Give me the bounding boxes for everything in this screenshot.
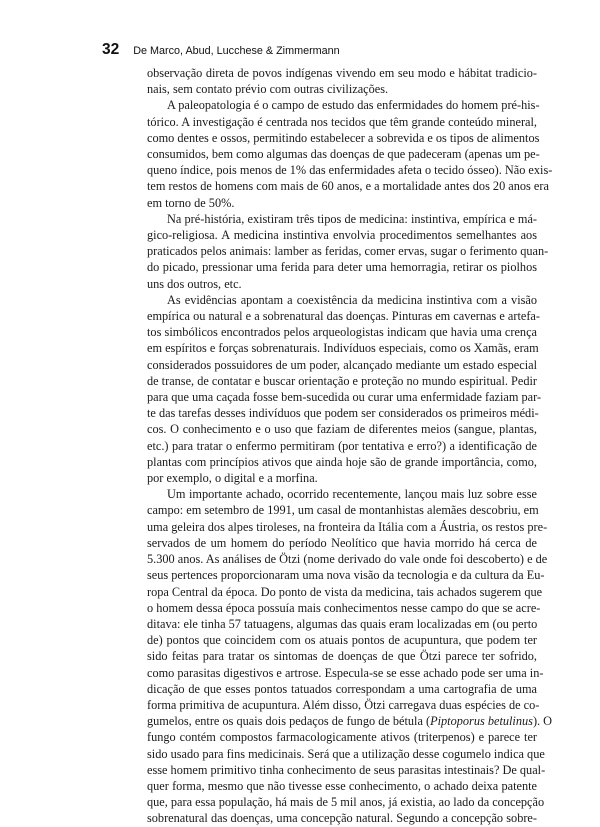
text-line: de) pontos que coincidem com os atuais pontos de acupuntura, que podem ter (147, 633, 537, 648)
text-line: uma geleira dos alpes tiroleses, na fronteira da Itália com a Áustria, os restos pre- (147, 519, 548, 534)
paragraph (147, 65, 537, 97)
text-line: consumidos, bem como algumas das doenças de que padeceram (apenas um pe- (147, 147, 540, 162)
text-line: esse homem primitivo tinha conhecimento de seus parasitas intestinais? De qual- (147, 762, 546, 777)
text-line: em espíritos e forças sobrenaturais. Indivíduos especiais, como os Xamãs, eram (147, 341, 539, 356)
text-line: forma primitiva de acupuntura. Além disso, Ötzi carregava duas espécies de co- (147, 697, 540, 712)
text-line: sido usado para fins medicinais. Será que a utilização desse cogumelo indica que (147, 746, 545, 761)
text-line: do picado, pressionar uma ferida para deter uma hemorragia, retirar os piolhos (147, 260, 537, 275)
text-line: para que uma caçada fosse bem-sucedida ou curar uma enfermidade faziam par- (147, 390, 542, 405)
text-line: sido feitas para tratar os sintomas de doenças de que Ötzi parece ter sofrido, (147, 649, 537, 664)
text-line: tórico. A investigação é centrada nos tecidos que têm grande conteúdo mineral, (147, 114, 537, 129)
text-line: gico-religiosa. A medicina instintiva envolvia procedimentos semelhantes aos (147, 228, 537, 243)
text-line: As evidências apontam a coexistência da medicina instintiva com a visão (167, 292, 537, 307)
text-line: como parasitas digestivos e artrose. Especula-se se esse achado pode ser uma in- (147, 665, 544, 680)
text-line: Um importante achado, ocorrido recentemente, lançou mais luz sobre esse (167, 487, 537, 502)
text-line: por exemplo, o digital e a morfina. (147, 471, 318, 486)
paragraph (147, 292, 542, 486)
text-line: etc.) para tratar o enfermo permitiram (por tentativa e erro?) a identificação de (147, 438, 537, 453)
line-text-suffix: ). O (532, 714, 553, 729)
text-line: A paleopatologia é o campo de estudo das enfermidades do homem pré-his- (167, 98, 540, 113)
text-line: campo: em setembro de 1991, um casal de montanhistas alemães descobriu, em (147, 503, 539, 518)
text-line: Na pré-história, existiram três tipos de medicina: instintiva, empírica e má- (167, 211, 537, 226)
text-line: plantas com princípios ativos que ainda hoje são de grande importância, como, (147, 454, 537, 469)
text-line: dicação de que esses pontos tatuados correspondam a uma cartografia de uma (147, 681, 537, 696)
text-line: de transe, de contatar e buscar orientação e proteção no mundo espiritual. Pedir (147, 373, 537, 388)
text-line: uns dos outros, etc. (147, 276, 242, 291)
text-line: em torno de 50%. (147, 195, 235, 210)
line-text: gumelos, entre os quais dois pedaços de fungo de bétula ( (147, 714, 431, 729)
text-line: tem restos de homens com mais de 60 anos, e a mortalidade antes dos 20 anos era (147, 179, 549, 194)
text-line: empírica ou natural e a sobrenatural das doenças. Pinturas em cavernas e artefa- (147, 309, 540, 324)
body-text (147, 65, 553, 827)
text-line: o homem dessa época possuía mais conhecimentos nesse campo do que se acre- (147, 600, 541, 615)
paragraph (147, 97, 553, 210)
italic-species-name: Piptoporus betulinus (430, 714, 533, 729)
text-line-with-italic (147, 713, 553, 729)
text-line: que, para essa população, há mais de 5 mil anos, já existia, ao lado da concepção (147, 795, 545, 810)
text-line: ditava: ele tinha 57 tatuagens, algumas das quais eram localizadas em (ou perto (147, 616, 538, 631)
text-line: praticados pelos animais: lamber as feridas, comer ervas, sugar o ferimento quan- (147, 244, 549, 259)
text-line: considerados possuidores de um poder, alcançado mediante um estado especial (147, 357, 537, 372)
text-line: cos. O conhecimento e o uso que faziam de diferentes meios (sangue, plantas, (147, 422, 537, 437)
text-line: tos simbólicos encontrados pelos arqueologistas indicam que havia uma crença (147, 325, 537, 340)
text-line: te das tarefas desses indivíduos que podem ser considerados os primeiros médi- (147, 406, 539, 421)
text-line: nais, sem contato prévio com outras civilizações. (147, 82, 389, 97)
paragraph (147, 211, 549, 292)
page-number: 32 (102, 41, 120, 58)
text-line: servados de um homem do período Neolítico que havia morrido há cerca de (147, 535, 537, 550)
running-header (102, 41, 340, 59)
text-line: ropa Central da época. Do ponto de vista da medicina, tais achados sugerem que (147, 584, 543, 599)
text-line: fungo contém compostos farmacologicamente ativos (triterpenos) e parece ter (147, 730, 537, 745)
text-line: seus pertences proporcionaram uma nova visão da tecnologia e da cultura da Eu- (147, 568, 545, 583)
paragraph (147, 486, 553, 826)
text-line: observação direta de povos indígenas vivendo em seu modo e hábitat tradicio- (147, 66, 537, 80)
text-line: como dentes e ossos, permitindo estabelecer a sobrevida e os tipos de alimentos (147, 130, 540, 145)
text-line: sobrenatural das doenças, uma concepção natural. Segundo a concepção sobre- (147, 811, 537, 826)
text-line: queno índice, pois menos de 1% das enfermidades afeta o tecido ósseo). Não exis- (147, 163, 553, 178)
running-head-authors: De Marco, Abud, Lucchese & Zimmermann (133, 45, 340, 57)
text-line: quer forma, mesmo que não tivesse esse conhecimento, o achado deixa patente (147, 778, 537, 793)
text-line: 5.300 anos. As análises de Ötzi (nome derivado do vale onde foi descoberto) e de (147, 552, 548, 567)
